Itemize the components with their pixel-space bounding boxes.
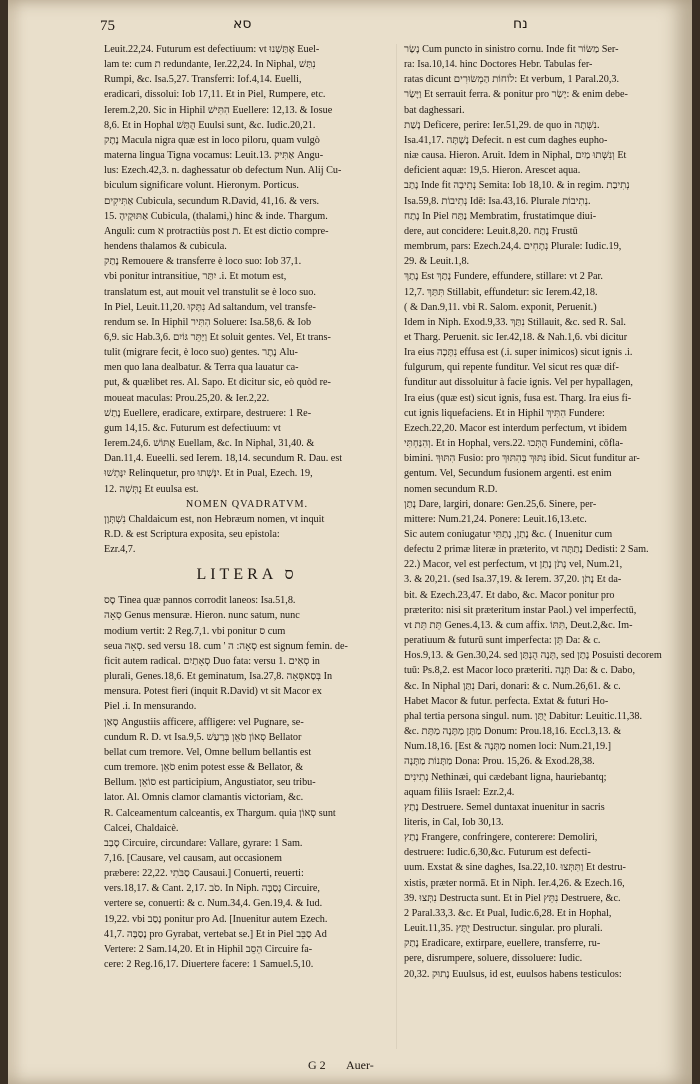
text-line: tuū: Ps.8,2. est Macor loco præteriti. תְּנָה Da: & c. Dabo, — [404, 665, 636, 677]
text-line: moueat maculas: Prou.25,20. & Ier.2,22. — [104, 392, 270, 404]
text-line: fulgurum, qui repente funditur. Vel sicut res quæ dif- — [404, 362, 619, 374]
text-line: vt תֵּת תֵּת Genes.4,13. & cum affix. תִּתּוֹ, Deut.2,&c. Im- — [404, 619, 633, 631]
text-line: R. Calceamentum calceantis, ex Thargum. quia סְאוֹן sunt — [104, 807, 336, 819]
text-line: נֶתֶק Macula nigra quæ est in loco piloru, quam vulgò — [104, 134, 320, 146]
text-line: נָתַח In Piel נַתַּח Membratim, frustatimque diui- — [404, 210, 597, 222]
text-line: pere, disrumpere, soluere, dissoluere: Iudic. — [404, 953, 583, 965]
text-line: bat daghessari. — [404, 104, 465, 116]
text-line: Ezech.22,20. Macor est interdum perfectum, vt ibidem — [404, 422, 627, 434]
text-line: ra: Isa.10,14. hinc Doctores Hebr. Tabulas fer- — [404, 59, 593, 71]
text-line: סָס Tinea quæ pannos corrodit laneos: Isa.51,8. — [104, 595, 296, 607]
text-line: NOMEN QVADRATVM. — [185, 498, 309, 510]
text-line: R.D. & est Scriptura exposita, seu epistola: — [104, 529, 280, 540]
text-line: vertere se, conuerti: & c. Num.34,4. Gen.19,4. & Iud. — [104, 898, 323, 910]
text-line: Isa.59,8. נְתִיבוֹת Idē: Isa.43,16. Plurale נְתִיבוֹת. — [404, 195, 591, 207]
text-line: cum tremore. סֹאֵן enim potest esse & Bellator, & — [104, 762, 304, 774]
text-line: præterito: nisi sit præteritum instar Paol.) vel imperfectū, — [404, 604, 637, 616]
text-line: bimini. הִתּוּךְ Fusio: pro נִתּוּךְ בְּהִתּוּךְ ibid. Sicut funditur ar- — [404, 453, 640, 465]
text-line: rendum se. In Hiphil הִתִּיר Soluere: Isa.58,6. & Iob — [104, 316, 312, 328]
text-line: וְהִנַּחְתִּי. Et in Hophal, vers.22. הֻתְּכוּ Fundemini, cōfla- — [404, 438, 623, 450]
text-line: defectu 2 primæ literæ in præterito, vt נָתַתָּה Dedisti: 2 Sam. — [404, 544, 649, 556]
text-line: tulit (migrare fecit, è loco suo) gentes. נֶתֶר Alu- — [104, 347, 298, 359]
text-line: &c. In Niphal נִתַּן Dari, donari: & c. Num.26,61. & c. — [404, 680, 621, 692]
text-line: destruere: Iudic.6,30,&c. Futurum est defecti- — [404, 847, 591, 859]
text-line: bit. & Ezech.23,47. Et dabo, &c. Macor ponitur pro — [404, 589, 615, 601]
text-line: אַתִּיקִים Cubicula, secundum R.David, 41,16. & vers. — [104, 195, 320, 207]
text-line: נָתַב Inde fit נְתִיבָה Semita: Iob 18,10. & in regim. נְתִיבַת — [404, 180, 630, 192]
text-line: 39. נִתְּצוּ Destructa sunt. Et in Piel נִתֵּץ Destruere, &c. — [404, 892, 621, 904]
text-line: cere: 2 Reg.16,17. Diuertere facere: 1 Samuel.5,10. — [104, 959, 314, 971]
running-head-left: סא — [233, 16, 252, 32]
text-line: vers.18,17. & Cant. 2,17. סֹב. In Niph. נָסַבָּה Circuire, — [104, 883, 320, 895]
text-line: 3. & 20,21. (sed Isa.37,19. & Ierem. 37,20. נָתֹן Et da- — [404, 574, 622, 586]
running-head-right: נח — [513, 16, 528, 32]
text-line: Habet Macor & futur. perfecta. Extat & futuri Ho- — [404, 695, 609, 707]
page-header — [8, 18, 692, 40]
book-page — [8, 0, 692, 1084]
text-line: materna lingua Tigna vocamus: Leuit.13. אַתִּיק Angu- — [104, 150, 324, 162]
text-line: lam te: cum ת redundante, Ier.22,24. In Niphal, נִתַּשׁ — [104, 59, 316, 71]
text-line: hendens thalamos & cubicula. — [104, 241, 227, 253]
text-line: Anguli: cum א protractiùs post ת. Et est dictio compre- — [104, 225, 329, 237]
text-line: translatum est, aut mouit vel transtulit se è loco suo. — [104, 286, 316, 298]
text-line: eradicari, dissolui: Iob 17,11. Et in Piel, Rumpere, etc. — [104, 89, 326, 101]
text-line: נָשַׁת Deficere, perire: Ier.51,29. de quo in נִשְּׁתָה. — [404, 119, 600, 131]
text-line: ( & Dan.9,11. vbi R. Salom. exponit, Peruenit.) — [404, 301, 597, 313]
text-line: men quo lana dealbatur. & Terra qua lauatur ca- — [104, 362, 299, 374]
text-line: deficient aquæ: 19,5. Hieron. Arescet aqua. — [404, 165, 581, 177]
text-line: xistis, præter normā. Et in Niph. Ier.4,26. & Ezech.16, — [404, 877, 625, 889]
text-line: וַיָּשַׂר Et serrauit ferra. & ponitur pro יָשַׂר: & enim debe- — [404, 89, 628, 101]
text-line: נָתַק Eradicare, extirpare, euellere, transferre, ru- — [404, 938, 601, 950]
right-column — [404, 42, 690, 982]
text-line: Isa.41,17. נָשָׁתָּה Defecit. n est cum daghes eupho- — [404, 134, 608, 146]
text-line: Calcei, Chaldaicè. — [104, 822, 179, 834]
text-line: סְאָה Genus mensuræ. Hieron. nunc satum, nunc — [104, 610, 300, 622]
text-line: lus: Ezech.42,3. n. daghessatur ob defectum Nun. Alij Cu- — [104, 165, 342, 177]
text-line: Ierem.2,20. Sic in Hiphil הִתִּישׁ Euellere: 12,13. & Iosue — [104, 104, 333, 116]
text-line: נְתִינִים Nethinæi, qui cædebant ligna, hauriebantq; — [404, 771, 607, 783]
text-line: Sic autem coniugatur נָתַן, נָתַתִּי &c. ( Inuenitur cum — [404, 529, 613, 540]
text-line: נָתַץ Frangere, confringere, conterere: Demoliri, — [404, 832, 598, 844]
text-line: Leuit.22,24. Futurum est defectiuum: vt אֶתַּשְׁנוּ Euel- — [104, 44, 320, 55]
text-line: Num.18,16. [Est & מַתְּנָה nomen loci: Num.21,19.] — [404, 741, 612, 753]
text-line: 41,7. נָסַבָּה pro Gyrabat, vertebat se.] Et in Piel סַבֵּב Ad — [104, 928, 327, 940]
page-number: 75 — [100, 18, 115, 34]
text-line: mensura. Potest fieri (inquit R.David) vt sit Macor ex — [104, 686, 322, 698]
text-line: seua סְאָה. sed versu 18. cum ' סְאָה: ה est signum femin. de- — [104, 640, 348, 652]
text-line: Leuit.11,35. יֻתָּץ Destructur. singular. pro plurali. — [404, 923, 603, 935]
text-line: LITERA ס — [196, 566, 298, 584]
text-line: Piel .i. In mensurando. — [104, 701, 197, 713]
text-line: aquam filiis Israel: Ezr.2,4. — [404, 786, 515, 798]
text-line: Idem in Niph. Exod.9,33. נִתַּךְ Stillauit, &c. sed R. Sal. — [404, 316, 626, 328]
text-line: biculum significare volunt. Hieronym. Porticus. — [104, 180, 299, 192]
text-line: ratas dicunt לוֹחוֹת הַמְשׂוּרִים: Et verbum, 1 Paral.20,3. — [404, 74, 620, 86]
column-divider — [396, 44, 397, 1049]
text-line: 12. נֻתְּשָׁה Et euulsa est. — [104, 483, 199, 495]
text-line: et Tharg. Peruenit. sic Ier.42,18. & Nah.1,6. vbi dicitur — [404, 331, 628, 343]
text-line: 12,7. תִּתַּךְ Stillabit, effundetur: sic Ierem.42,18. — [404, 286, 598, 298]
text-line: 6,9. sic Hab.3,6. וַיַּתֵּר גּוֹיִם Et soluit gentes. Vel, Et trans- — [104, 331, 331, 343]
catchword: Auer- — [346, 1058, 374, 1072]
text-line: נָתַשׁ Euellere, eradicare, extirpare, destruere: 1 Re- — [104, 407, 312, 419]
text-line: funditur aut dissoluitur à facie ignis. Vel per hypallagen, — [404, 377, 633, 389]
text-line: 8,6. Et in Hophal הֻתַּשׁ Euulsi sunt, &c. Iudic.20,21. — [104, 119, 316, 131]
left-column — [104, 42, 390, 972]
text-line: נָתַךְ Est נָתַךְ Fundere, effundere, stillare: vt 2 Par. — [404, 271, 603, 283]
text-line: Ira eius (quæ est) sicut ignis, fusa est. Tharg. Ira eius fi- — [404, 392, 632, 404]
text-line: phal tertia persona singul. num. יֻתַּן Dabitur: Leuitic.11,38. — [404, 710, 643, 722]
text-line: נָתַץ Destruere. Semel duntaxat inuenitur in sacris — [404, 801, 605, 813]
text-line: cut ignis liquefaciens. Et in Hiphil הִתִּיךְ Fundere: — [404, 407, 605, 419]
text-line: dere, aut concidere: Leuit.8,20. נֶתַח Frustū — [404, 225, 578, 237]
signature-mark: G 2 — [308, 1058, 326, 1072]
text-line: modium vertit: 2 Reg.7,1. vbi ponitur ס cum — [104, 625, 286, 637]
text-line: נָשַׂר Cum puncto in sinistro cornu. Inde fit מַשּׂוֹר Ser- — [404, 44, 619, 55]
text-line: 15. אַתּוּקֶיהָ Cubicula, (thalami,) hinc & inde. Thargum. — [104, 210, 328, 222]
text-line: &c. מַתָּן מַתָּנָה מַתָּת Donum: Prou.18,16. Eccl.3,13. & — [404, 726, 622, 738]
text-line: 2 Paral.33,3. &c. Et Pual, Iudic.6,28. Et in Hophal, — [404, 907, 612, 919]
text-line: put, & quælibet res. Al. Sapo. Et dicitur sic, eò quòd re- — [104, 377, 331, 389]
text-line: bellat cum tremore. Vel, Omne bellum bellantis est — [104, 746, 312, 758]
text-line: 20,32. נָתוּק Euulsus, id est, euulsos habens testiculos: — [404, 968, 622, 980]
text-line: Ira eius נִתְּכָה effusa est (.i. super inimicos) sicut ignis .i. — [404, 347, 633, 359]
text-line: סָבַב Circuire, circundare: Vallare, gyrare: 1 Sam. — [104, 837, 303, 849]
text-line: literis, in Cal, Iob 30,13. — [404, 816, 504, 828]
text-line: peratiuum & futurū sunt imperfecta: תֵּן Da: & c. — [404, 635, 601, 647]
text-line: vbi ponitur intransitiue, יִתַּר .i. Et motum est, — [104, 271, 287, 283]
text-line: ficit autem radical. סְאָתַיִם Duo fata: versu 1. סְאִים in — [104, 655, 320, 667]
text-line: נָתַק Remouere & transferre è loco suo: Iob 37,1. — [104, 256, 302, 268]
text-line: 22.) Macor, vel est perfectum, vt נָתֹן נָתַן vel, Num.21, — [404, 559, 623, 571]
text-line: יִנָּתְשׁוּ Relinquetur, pro יִנָּשְׁתוּ. Et in Pual, Ezech. 19, — [104, 468, 313, 480]
text-line: præbere: 22,22. סַבֹּתִי Causaui.] Conuerti, reuerti: — [104, 868, 304, 880]
text-line: uum. Exstat & sine daghes, Isa.22,10. וַתִּתְּצוּ Et destru- — [404, 862, 626, 874]
text-line: 19,22. vbi נָסַב ponitur pro Ad. [Inuenitur autem Ezech. — [104, 913, 328, 925]
text-line: Bellum. סוֹאֵן est participium, Angustiator, seu tribu- — [104, 777, 316, 789]
text-line: nomen secundum R.D. — [404, 483, 498, 495]
text-line: mittere: Num.21,24. Ponere: Leuit.16,13.etc. — [404, 513, 587, 525]
text-line: Ezr.4,7. — [104, 544, 136, 556]
text-line: מַתָּנוֹת מַתָּנָה Dona: Prou. 15,26. & Exod.28,38. — [404, 756, 595, 768]
text-line: 7,16. [Causare, vel causam, aut occasionem — [104, 852, 282, 864]
text-line: סָאַן Angustiis afficere, affligere: vel Pugnare, se- — [104, 716, 304, 728]
text-line: Dan.11,4. Eueelli. sed Ierem. 18,14. secundum R. Dau. est — [104, 453, 343, 465]
text-line: cundum R. D. vt Isa.9,5. סְאוֹן סֹאֵן בְּרַעַשׁ Bellator — [104, 731, 302, 743]
text-line: Vertere: 2 Sam.14,20. Et in Hiphil הֵסֵב Circuire fa- — [104, 943, 313, 955]
text-line: niæ causa. Hieron. Aruit. Idem in Niphal, וְנִשְּׁתוּ מַיִם Et — [404, 150, 627, 162]
text-line: Hos.9,13. & Gen.30,24. sed תְּנָה הֻנְתַּן, sed נָתַן Posuisti decorem — [404, 650, 662, 662]
text-line: Ierem.24,6. אֶתּוֹשׁ Euellam, &c. In Niphal, 31,40. & — [104, 438, 315, 450]
text-line: Rumpi, &c. Isa.5,27. Transferri: Iof.4,14. Euelli, — [104, 74, 302, 86]
text-line: gentum. Vel, Secundum fusionem argenti. est enim — [404, 468, 612, 480]
text-line: נִשְׁתְּוָן Chaldaicum est, non Hebræum nomen, vt inquit — [104, 513, 325, 525]
text-line: plurali, Genes.18,6. Et geminatum, Isa.27,8. בְּסַאסְּאָה In — [104, 671, 333, 683]
text-line: lator. Al. Omnis clamor clamantis victoriam, &c. — [104, 792, 304, 804]
text-line: נָתַן Dare, largiri, donare: Gen.25,6. Sinere, per- — [404, 498, 597, 510]
text-line: 29. & Leuit.1,8. — [404, 256, 470, 268]
text-line: membrum, pars: Ezech.24,4. נְתָחִים Plurale: Iudic.19, — [404, 241, 622, 253]
text-line: In Piel, Leuit.11,20. נִתְּקוּ Ad saltandum, vel transfe- — [104, 301, 316, 313]
text-line: gum 14,15. &c. Futurum est defectiuum: vt — [104, 422, 281, 434]
